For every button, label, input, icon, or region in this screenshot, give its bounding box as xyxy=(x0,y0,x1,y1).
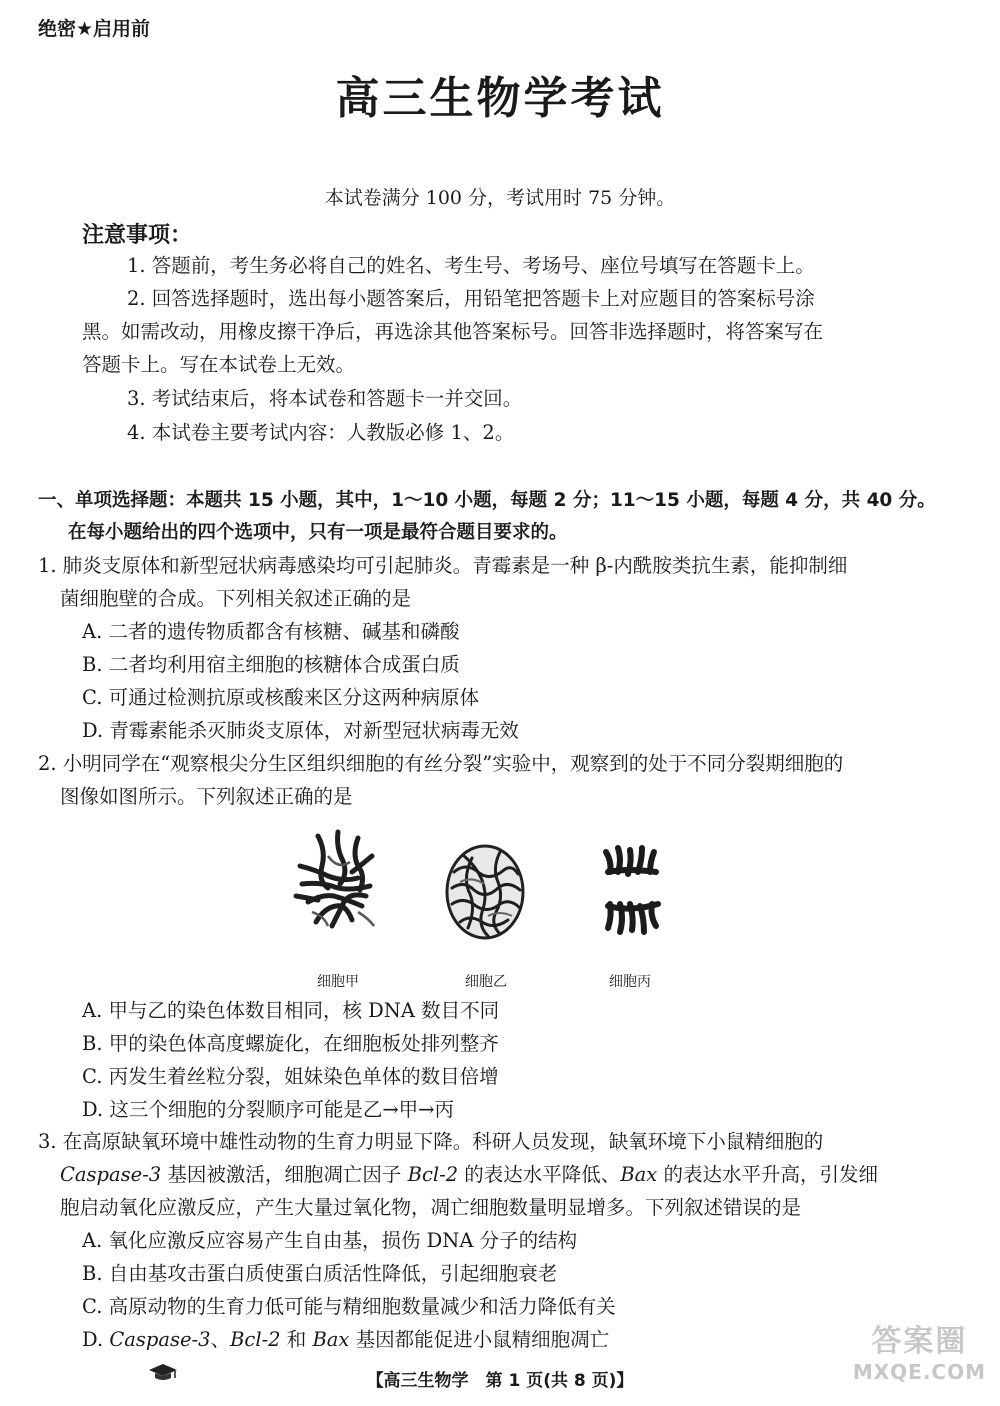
q3-option-b: B. 自由基攻击蛋白质使蛋白质活性降低，引起细胞衰老 xyxy=(82,1262,558,1285)
watermark xyxy=(853,1316,986,1384)
gene-bax: Bax xyxy=(620,1163,658,1186)
cell-b-label: 细胞乙 xyxy=(465,974,507,990)
notice-item-2-line-3: 答题卡上。写在本试卷上无效。 xyxy=(82,353,356,376)
q1-option-a: A. 二者的遗传物质都含有核糖、碱基和磷酸 xyxy=(82,620,460,643)
q3-option-d-prefix: D. xyxy=(82,1328,110,1351)
q2-option-d: D. 这三个细胞的分裂顺序可能是乙→甲→丙 xyxy=(82,1098,455,1121)
q3-option-d-gene-bcl2: Bcl-2 xyxy=(230,1328,281,1351)
exam-title: 高三生物学考试 xyxy=(335,73,665,124)
q3-option-d-sep: 、 xyxy=(210,1328,231,1351)
q3-stem-line-2-part-a: 基因被激活，细胞凋亡因子 xyxy=(161,1163,408,1186)
q2-option-b: B. 甲的染色体高度螺旋化，在细胞板处排列整齐 xyxy=(82,1032,499,1055)
page-footer: 【高三生物学 第 1 页(共 8 页)】 xyxy=(366,1371,634,1391)
cell-b-image xyxy=(442,842,528,942)
q3-option-d-gene-bax: Bax xyxy=(312,1328,350,1351)
gene-bcl2: Bcl-2 xyxy=(407,1163,459,1186)
q3-option-d-gene-caspase3: Caspase-3 xyxy=(109,1328,211,1351)
q3-option-c: C. 高原动物的生育力低可能与精细胞数量减少和活力降低有关 xyxy=(82,1295,616,1318)
exam-subtitle: 本试卷满分 100 分，考试用时 75 分钟。 xyxy=(324,187,676,209)
q3-stem-line-2-part-c: 的表达水平升高，引发细 xyxy=(657,1163,878,1186)
section-heading-line-1: 一、单项选择题：本题共 15 小题，其中，1～10 小题，每题 2 分；11～15 小题，每题 4 分，共 40 分。 xyxy=(38,490,936,511)
cell-a-image xyxy=(288,826,388,938)
cell-c-image xyxy=(598,842,666,938)
notice-item-3: 3. 考试结束后，将本试卷和答题卡一并交回。 xyxy=(127,387,523,410)
q1-stem-line-2: 菌细胞壁的合成。下列相关叙述正确的是 xyxy=(60,587,412,610)
q1-option-c: C. 可通过检测抗原或核酸来区分这两种病原体 xyxy=(82,686,480,709)
q2-stem-line-2: 图像如图所示。下列叙述正确的是 xyxy=(60,785,353,808)
q1-option-b: B. 二者均利用宿主细胞的核糖体合成蛋白质 xyxy=(82,653,460,676)
q3-option-d-suffix: 基因都能促进小鼠精细胞凋亡 xyxy=(349,1328,610,1351)
section-heading-line-2: 在每小题给出的四个选项中，只有一项是最符合题目要求的。 xyxy=(68,522,568,543)
q1-option-d: D. 青霉素能杀灭肺炎支原体，对新型冠状病毒无效 xyxy=(82,719,519,742)
q3-stem-line-2 xyxy=(60,1161,878,1189)
gene-caspase3: Caspase-3 xyxy=(60,1163,162,1186)
notice-item-1: 1. 答题前，考生务必将自己的姓名、考生号、考场号、座位号填写在答题卡上。 xyxy=(127,254,815,277)
q3-option-d-mid: 和 xyxy=(280,1328,313,1351)
cell-c-label: 细胞丙 xyxy=(609,974,651,990)
watermark-line-2: MXQE.COM xyxy=(852,1360,986,1384)
q1-stem-line-1: 1. 肺炎支原体和新型冠状病毒感染均可引起肺炎。青霉素是一种 β-内酰胺类抗生素，能抑制细 xyxy=(38,554,848,577)
notice-item-4: 4. 本试卷主要考试内容：人教版必修 1、2。 xyxy=(127,421,515,444)
notice-item-2-line-1: 2. 回答选择题时，选出每小题答案后，用铅笔把答题卡上对应题目的答案标号涂 xyxy=(127,287,815,310)
q2-option-c: C. 丙发生着丝粒分裂，姐妹染色单体的数目倍增 xyxy=(82,1065,499,1088)
secret-label: 绝密★启用前 xyxy=(38,18,151,40)
q3-stem-line-3: 胞启动氧化应激反应，产生大量过氧化物，凋亡细胞数量明显增多。下列叙述错误的是 xyxy=(60,1196,802,1219)
q3-stem-line-2-part-b: 的表达水平降低、 xyxy=(458,1163,621,1186)
notice-item-2-line-2: 黑。如需改动，用橡皮擦干净后，再选涂其他答案标号。回答非选择题时，将答案写在 xyxy=(82,320,824,343)
cell-a-label: 细胞甲 xyxy=(317,974,359,990)
q2-stem-line-1: 2. 小明同学在“观察根尖分生区组织细胞的有丝分裂”实验中，观察到的处于不同分裂期细胞的 xyxy=(38,752,844,775)
notice-heading: 注意事项： xyxy=(82,223,193,248)
q3-stem-line-1: 3. 在高原缺氧环境中雄性动物的生育力明显下降。科研人员发现，缺氧环境下小鼠精细胞的 xyxy=(38,1130,824,1153)
q3-option-a: A. 氧化应激反应容易产生自由基，损伤 DNA 分子的结构 xyxy=(82,1229,578,1252)
watermark-line-1: 答案圈 xyxy=(871,1324,968,1359)
q3-option-d xyxy=(82,1326,609,1354)
q2-option-a: A. 甲与乙的染色体数目相同，核 DNA 数目不同 xyxy=(82,999,500,1022)
